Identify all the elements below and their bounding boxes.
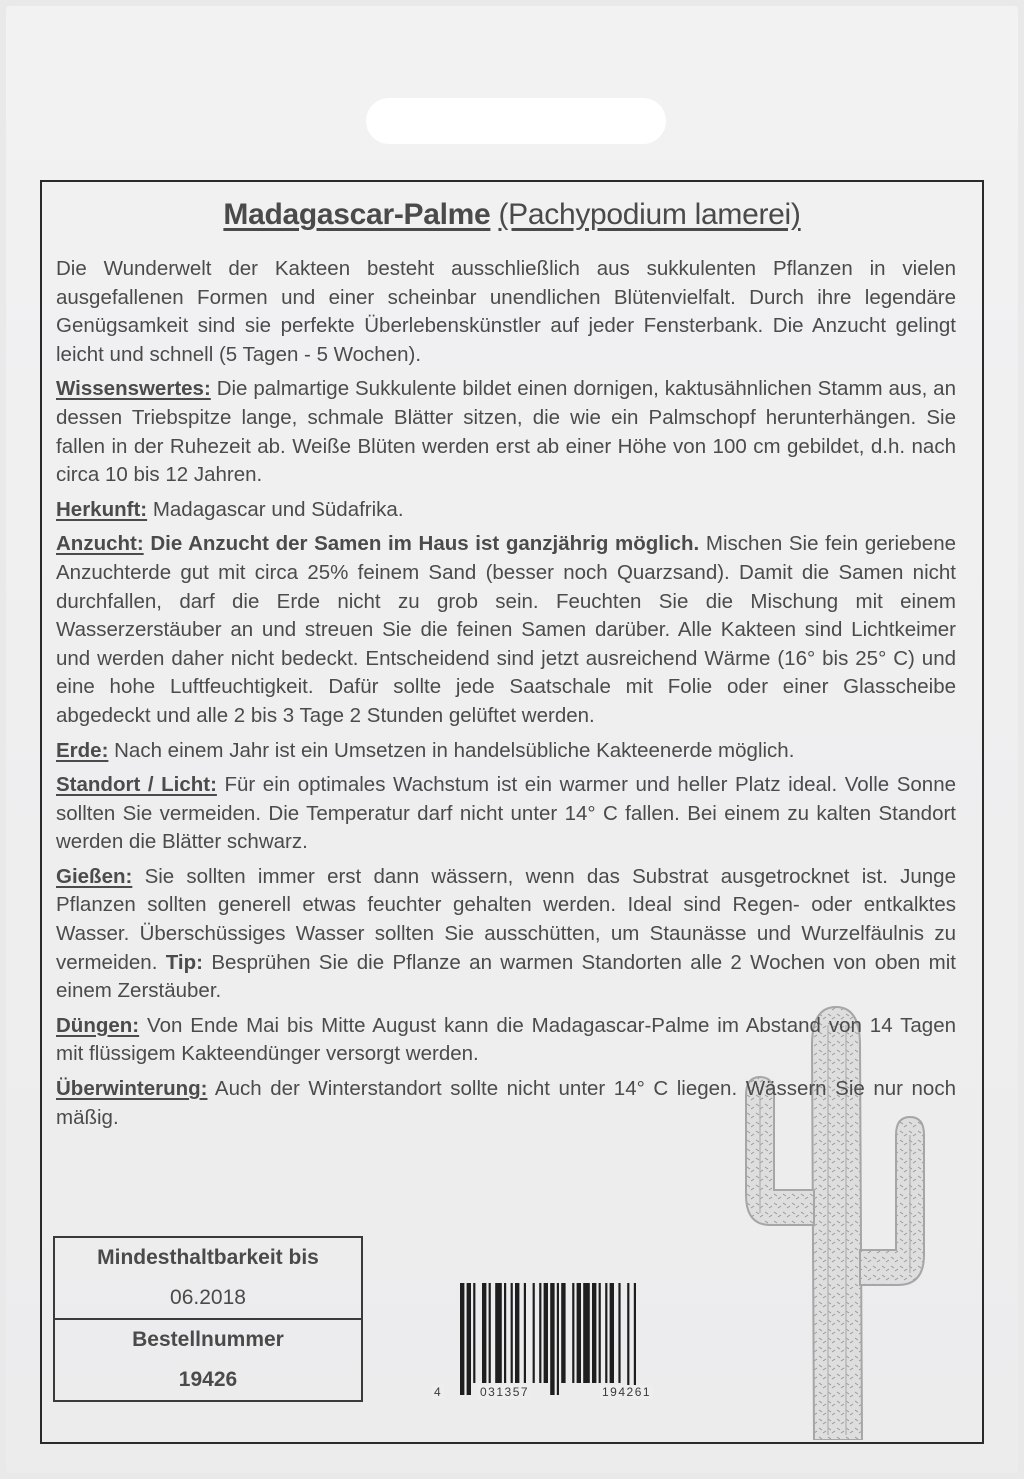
barcode-digits-left: 031357 — [480, 1385, 530, 1399]
barcode-bar — [539, 1283, 541, 1383]
section-wissenswertes — [56, 375, 956, 489]
title-common-name: Madagascar-Palme — [223, 198, 491, 231]
barcode-bar — [482, 1283, 486, 1383]
barcode-bar — [610, 1283, 614, 1383]
section-label: Überwinterung: — [56, 1077, 208, 1101]
barcode-bar — [544, 1283, 548, 1383]
section-label: Erde: — [56, 738, 109, 762]
barcode-bar — [577, 1283, 581, 1383]
barcode-bar — [467, 1283, 471, 1395]
section-text: Von Ende Mai bis Mitte August kann die Madagascar-Palme im Abstand von 14 Tagen mit flüssigem Kakteendünger versorgt werden. — [56, 1013, 956, 1066]
barcode-bar — [460, 1283, 464, 1395]
info-box — [53, 1236, 363, 1402]
barcode-bar — [599, 1283, 601, 1383]
barcode-bar — [583, 1283, 590, 1383]
section-standort — [56, 771, 956, 857]
title-scientific-name: (Pachypodium lamerei) — [498, 198, 801, 231]
section-label: Düngen: — [56, 1013, 140, 1037]
barcode-digits-right: 194261 — [602, 1385, 652, 1399]
barcode-bar — [572, 1283, 574, 1383]
barcode-bar — [473, 1283, 475, 1383]
section-label: Standort / Licht: — [56, 773, 217, 797]
section-text: Nach einem Jahr ist ein Umsetzen in handelsübliche Kakteenerde möglich. — [114, 738, 795, 762]
section-label: Gießen: — [56, 864, 133, 888]
section-label: Herkunft: — [56, 497, 148, 521]
barcode-bar — [524, 1283, 526, 1383]
barcode-bar — [533, 1283, 535, 1383]
section-text: Mischen Sie fein geriebene Anzuchterde gut mit circa 25% feinem Sand (besser noch Quarzsand). Damit die Samen nicht durchfallen, darf die Erde nicht zu grob sein. Feuchten Sie die Mischung mit einem Wasserzerstäuber an und streuen Sie die feinen Samen darüber. Alle Kakteen sind Lichtkeimer und werden daher nicht bedeckt. Entscheidend sind jetzt ausreichend Wärme (16° bis 25° C) und eine hohe Luftfeuchtigkeit. Dafür sollte jede Saatschale mit Folie oder einer Glasscheibe abgedeckt und alle 2 bis 3 Tage 2 Stunden gelüftet werden. — [56, 532, 957, 727]
barcode-bar — [627, 1283, 629, 1395]
hang-hole — [366, 98, 666, 144]
section-text: Auch der Winterstandort sollte nicht unter 14° C liegen. Wässern Sie nur noch mäßig. — [56, 1077, 956, 1129]
barcode-bar — [511, 1283, 513, 1383]
intro-paragraph: Die Wunderwelt der Kakteen besteht ausschließlich aus sukkulenten Pflanzen in vielen ausgefallenen Formen und einer scheinbar unendlichen Blütenvielfalt. Durch ihre legendäre Genügsamkeit sind sie perfekte Überlebenskünstler auf jeder Fensterbank. Die Anzucht gelingt leicht und schnell (5 Tagen - 5 Wochen). — [56, 257, 956, 366]
barcode-bar — [561, 1283, 565, 1383]
section-text: Sie sollten immer erst dann wässern, wenn das Substrat ausgetrocknet ist. Junge Pflanzen sollten generell etwas feuchter gehalten werden. Ideal sind Regen- oder entkalktes Wasser. Überschüssiges Wasser sollten Sie ausschütten, um Staunässe und Wurzelfäulnis zu vermeiden. — [56, 864, 956, 974]
description-body — [56, 255, 956, 1138]
section-herkunft — [56, 496, 956, 525]
barcode-bar — [515, 1283, 519, 1383]
barcode-bar — [605, 1283, 607, 1383]
section-highlight: Die Anzucht der Samen im Haus ist ganzjährig möglich. — [150, 532, 700, 556]
best-before-value: 06.2018 — [170, 1286, 246, 1309]
barcode-bar — [504, 1283, 506, 1383]
section-label: Anzucht: — [56, 532, 144, 556]
barcode-bar — [592, 1283, 596, 1383]
section-text: Für ein optimales Wachstum ist ein warmer und heller Platz ideal. Volle Sonne sollten Sie vermeiden. Die Temperatur darf nicht unter 14° C fallen. Bei einem zu kalten Standort werden die Blätter schwarz. — [56, 773, 957, 854]
tip-text: Besprühen Sie die Pflanze an warmen Standorten alle 2 Wochen von oben mit einem Zerstäuber. — [56, 950, 956, 1003]
section-ueberwinterung — [56, 1075, 956, 1132]
tip-label: Tip: — [165, 950, 203, 974]
order-number-value: 19426 — [178, 1368, 238, 1391]
section-text: Madagascar und Südafrika. — [152, 497, 404, 521]
order-number-label: Bestellnummer — [54, 1319, 362, 1360]
section-label: Wissenswertes: — [56, 377, 211, 401]
section-erde — [56, 737, 956, 766]
barcode-bar — [618, 1283, 620, 1383]
section-giessen — [56, 863, 956, 1006]
barcode-digit-first: 4 — [434, 1385, 443, 1399]
section-anzucht — [56, 530, 956, 730]
section-text: Die palmartige Sukkulente bildet einen dornigen, kaktusähnlichen Stamm aus, an dessen Triebspitze lange, schmale Blätter sitzen, die wie ein Palmschopf herunterhängen. Sie fallen in der Ruhezeit ab. Weiße Blüten werden erst ab einer Höhe von 100 cm gebildet, d.h. nach circa 10 bis 12 Jahren. — [56, 377, 956, 487]
barcode-bar — [495, 1283, 502, 1383]
best-before-label: Mindesthaltbarkeit bis — [97, 1246, 319, 1269]
product-title — [0, 198, 1024, 232]
barcode-bar — [550, 1283, 554, 1395]
barcode-bar — [634, 1283, 636, 1395]
barcode-bar — [557, 1283, 559, 1395]
barcode-bar — [489, 1283, 491, 1383]
section-duengen — [56, 1012, 956, 1069]
